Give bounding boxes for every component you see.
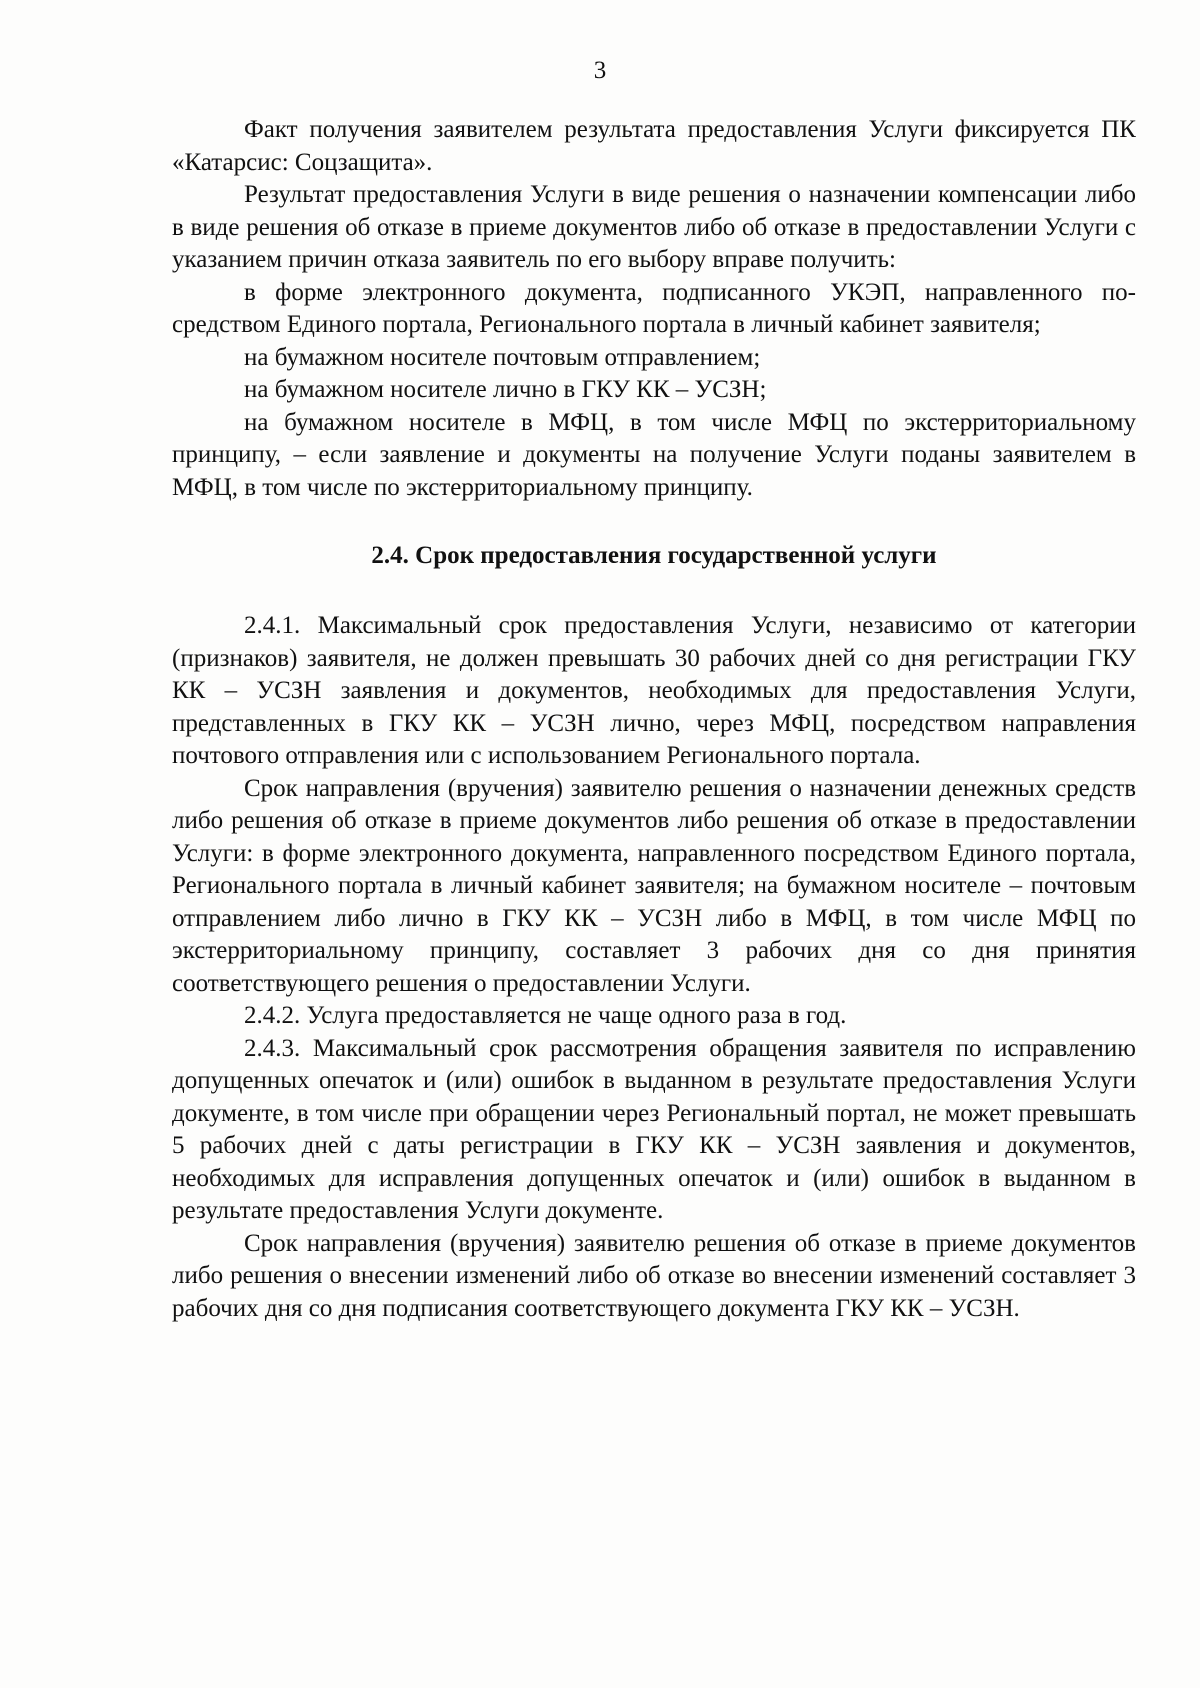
paragraph: на бумажном носителе лично в ГКУ КК – УСЗН; xyxy=(244,376,767,403)
document-body xyxy=(172,114,1136,1325)
section-heading: 2.4. Срок предоставления государственной услуги xyxy=(371,542,937,569)
paragraph: в форме электронного документа, подписанного УКЭП, направленного посредством Единого портала, Регионального портала в личный кабинет заявителя; xyxy=(172,278,1136,338)
paragraph: 2.4.2. Услуга предоставляется не чаще одного раза в год. xyxy=(244,1002,847,1029)
paragraph: Результат предоставления Услуги в виде решения о назначении компенсации либо в виде решения об отказе в приеме документов либо об отказе в предоставлении Услуги с указанием причин отказа заявитель по его выбору вправе получить: xyxy=(172,181,1136,273)
paragraph: Факт получения заявителем результата предоставления Услуги фиксируется ПК «Катарсис: Соцзащита». xyxy=(172,116,1136,176)
paragraph: 2.4.3. Максимальный срок рассмотрения обращения заявителя по исправлению допущенных опечаток и (или) ошибок в выданном в результате предоставления Услуги документе, в том числе при обращении через Региональный портал, не может превышать 5 рабочих дней с даты регистрации в ГКУ КК – УСЗН заявления и документов, необходимых для исправления допущенных опечаток и (или) ошибок в выданном в результате предоставления Услуги документе. xyxy=(172,1034,1136,1224)
paragraph: на бумажном носителе почтовым отправлением; xyxy=(244,343,761,371)
paragraph: Срок направления (вручения) заявителю решения о назначении денежных средств либо решения об отказе в приеме документов либо решения об отказе в предоставлении Услуги: в форме электронного документа, направленного посредством Единого портала, Регионального портала в личный кабинет заявителя; на бумажном носителе – почтовым отправлением либо лично в ГКУ КК – УСЗН либо в МФЦ, в том числе МФЦ по экстерриториальному принципу, составляет 3 рабочих дня со дня принятия соответствующего решения о предоставлении Услуги. xyxy=(172,774,1136,997)
paragraph: Срок направления (вручения) заявителю решения об отказе в приеме документов либо решения о внесении изменений либо об отказе во внесении изменений составляет 3 рабочих дня со дня подписания соответствующего документа ГКУ КК – УСЗН. xyxy=(172,1229,1136,1322)
paragraph: 2.4.1. Максимальный срок предоставления Услуги, независимо от категории (признаков) заявителя, не должен превышать 30 рабочих дней со дня регистрации ГКУ КК – УСЗН заявления и документов, необходимых для предоставления Услуги, представленных в ГКУ КК – УСЗН лично, через МФЦ, посредством направления почтового отправления или с использованием Регионального портала. xyxy=(172,612,1136,769)
page-number: 3 xyxy=(593,57,607,84)
paragraph: на бумажном носителе в МФЦ, в том числе МФЦ по экстерриториальному принципу, – если заявление и документы на получение Услуги поданы заявителем в МФЦ, в том числе по экстерриториальному принципу. xyxy=(172,408,1136,501)
